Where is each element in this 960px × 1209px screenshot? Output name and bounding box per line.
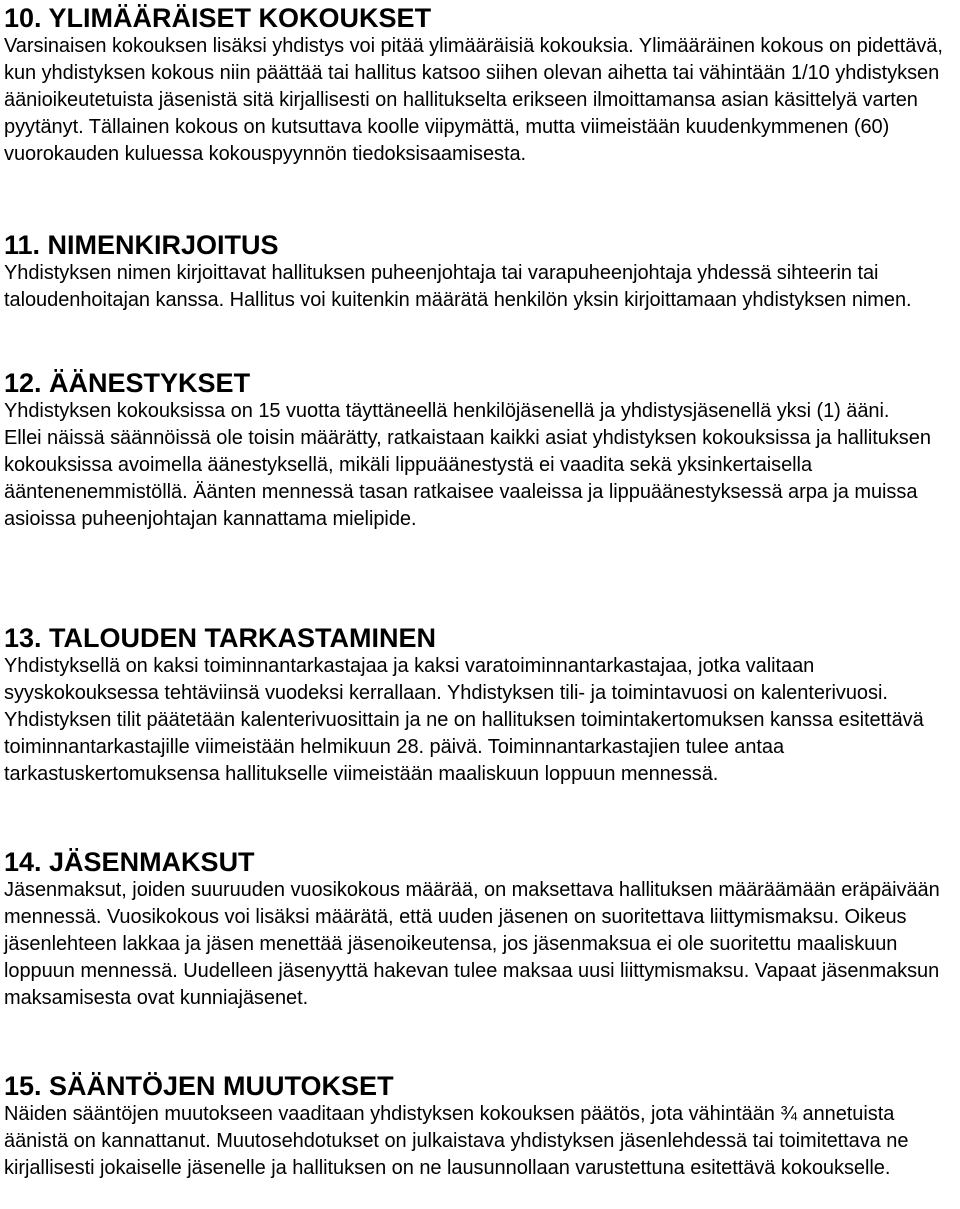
section-paragraph: Varsinaisen kokouksen lisäksi yhdistys voi pitää ylimääräisiä kokouksia. Ylimääräinen kokous on pidettävä, kun yhdistyksen kokous niin päättää tai hallitus katsoo siihen olevan aihetta tai vähintään 1/10 yhdistyksen äänioikeutetuista jäsenistä sitä kirjallisesti on hallitukselta erikseen ilmoittamansa asian käsittelyä varten pyytänyt. Tällainen kokous on kutsuttava koolle viipymättä, mutta viimeistään kuudenkymmenen (60) vuorokauden kuluessa kokouspyynnön tiedoksisaamisesta. [4,35,943,165]
section-heading: 10. YLIMÄÄRÄISET KOKOUKSET [4,3,432,33]
section-paragraph: Yhdistyksen nimen kirjoittavat hallituksen puheenjohtaja tai varapuheenjohtaja yhdessä sihteerin tai taloudenhoitajan kanssa. Hallitus voi kuitenkin määrätä henkilön yksin kirjoittamaan yhdistyksen nimen. [4,262,912,311]
section-heading: 12. ÄÄNESTYKSET [4,368,251,398]
section-paragraph: Ellei näissä säännöissä ole toisin määrätty, ratkaistaan kaikki asiat yhdistyksen kokouksissa ja hallituksen kokouksissa avoimella äänestyksellä, mikäli lippuäänestystä ei vaadita sekä yksinkertaisella ääntenenemmistöllä. Äänten mennessä tasan ratkaisee vaaleissa ja lippuäänestyksessä arpa ja muissa asioissa puheenjohtajan kannattama mielipide. [4,427,931,530]
section-paragraph: Yhdistyksellä on kaksi toiminnantarkastajaa ja kaksi varatoiminnantarkastajaa, jotka valitaan syyskokouksessa tehtäviinsä vuodeksi kerrallaan. Yhdistyksen tili- ja toimintavuosi on kalenterivuosi. Yhdistyksen tilit päätetään kalenterivuosittain ja ne on hallituksen toimintakertomuksen kanssa esitettävä toiminnantarkastajille viimeistään helmikuun 28. päivä. Toiminnantarkastajien tulee antaa tarkastuskertomuksensa hallitukselle viimeistään maaliskuun loppuun mennessä. [4,655,924,785]
section-talouden-tarkastaminen [4,622,956,788]
section-heading: 15. SÄÄNTÖJEN MUUTOKSET [4,1071,394,1101]
section-heading: 14. JÄSENMAKSUT [4,847,255,877]
section-paragraph: Jäsenmaksut, joiden suuruuden vuosikokous määrää, on maksettava hallituksen määräämään eräpäivään mennessä. Vuosikokous voi lisäksi määrätä, että uuden jäsenen on suoritettava liittymismaksu. Oikeus jäsenlehteen lakkaa ja jäsen menettää jäsenoikeutensa, jos jäsenmaksua ei ole suoritettu maaliskuun loppuun mennessä. Uudelleen jäsenyyttä hakevan tulee maksaa uusi liittymismaksu. Vapaat jäsenmaksun maksamisesta ovat kunniajäsenet. [4,879,940,1009]
section-saantojen-muutokset [4,1070,956,1182]
section-nimenkirjoitus [4,229,956,314]
section-aanestykset [4,367,956,533]
section-jasenmaksut [4,846,956,1012]
section-paragraph: Näiden sääntöjen muutokseen vaaditaan yhdistyksen kokouksen päätös, jota vähintään ¾ annetuista äänistä on kannattanut. Muutosehdotukset on julkaistava yhdistyksen jäsenlehdessä tai toimitettava ne kirjallisesti jokaiselle jäsenelle ja hallituksen on ne lausunnollaan varustettuna esitettävä kokoukselle. [4,1103,909,1179]
section-ylimaaraiset-kokoukset [4,2,956,168]
section-heading: 13. TALOUDEN TARKASTAMINEN [4,623,436,653]
section-heading: 11. NIMENKIRJOITUS [4,230,279,260]
section-paragraph: Yhdistyksen kokouksissa on 15 vuotta täyttäneellä henkilöjäsenellä ja yhdistysjäsenellä yksi (1) ääni. [4,400,890,422]
